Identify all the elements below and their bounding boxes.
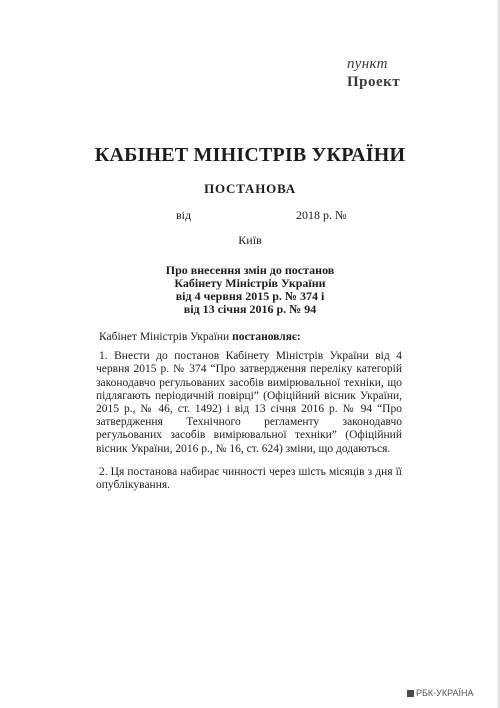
heading-line: Про внесення змін до постанов — [165, 263, 335, 277]
watermark-logo-icon — [407, 690, 414, 697]
paragraph-2: 2. Ця постанова набирає чинності через шість місяців з дня її опублікування. — [96, 465, 402, 492]
heading-line: Кабінету Міністрів України — [174, 276, 326, 290]
heading-line: від 13 січня 2016 р. № 94 — [183, 302, 317, 316]
intro-line — [96, 331, 402, 344]
date-year: 2018 р. № — [296, 208, 347, 222]
draft-stamp — [347, 55, 400, 91]
document-title: КАБІНЕТ МІНІСТРІВ УКРАЇНИ — [94, 144, 406, 166]
stamp-punkt: пункт — [347, 56, 388, 72]
heading-line: від 4 червня 2015 р. № 374 і — [175, 289, 325, 303]
resolution-body — [96, 331, 402, 502]
resolution-heading — [150, 264, 350, 316]
date-prefix: від — [176, 208, 192, 222]
intro-decree: постановляє: — [232, 331, 301, 343]
watermark — [407, 688, 474, 698]
intro-text: Кабінет Міністрів України — [99, 331, 233, 343]
watermark-text: РБК-УКРАЇНА — [416, 688, 474, 698]
stamp-proekt: Проект — [347, 74, 401, 90]
paragraph-1: 1. Внести до постанов Кабінету Міністрів України від 4 червня 2015 р. № 374 “Про затвердження переліку категорій законодавчо регульованих засобів вимірювальної техніки, що підлягають періодичній повірці” (Офіційний вісник України, 2015 р., № 46, ст. 1492) і від 13 січня 2016 р. № 94 “Про затвердження Технічного регламенту законодавчо регульованих засобів вимірювальної техніки” (Офіційний вісник України, 2016 р., № 16, ст. 624) зміни, що додаються. — [96, 350, 402, 455]
city: Київ — [238, 233, 262, 247]
document-type: ПОСТАНОВА — [204, 181, 296, 196]
